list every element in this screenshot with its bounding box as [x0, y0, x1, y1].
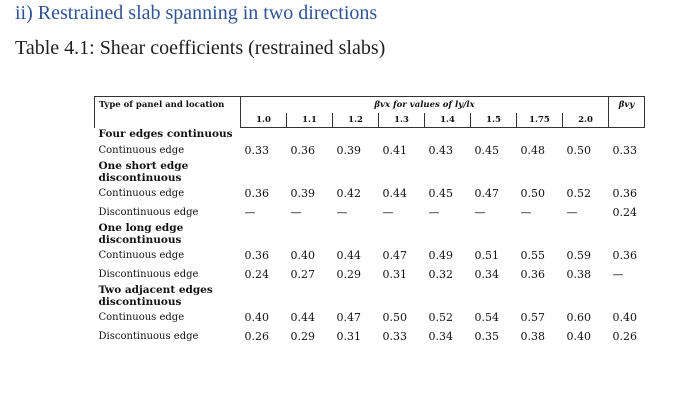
spacer-cell	[379, 160, 425, 184]
ratio-header-cell: 2.0	[563, 113, 609, 128]
spacer-cell	[425, 222, 471, 246]
bvx-value-cell: 0.52	[566, 187, 591, 200]
spacer-cell	[563, 160, 609, 184]
bvx-value-cell: 0.60	[566, 311, 591, 324]
ratio-header-cell: 1.4	[425, 113, 471, 128]
ratio-header-cell: 1.3	[379, 113, 425, 128]
bvx-value-cell: 0.31	[336, 330, 361, 343]
bvx-value-cell: 0.29	[336, 268, 361, 281]
bvy-value-cell: 0.36	[612, 187, 637, 200]
spacer-cell	[241, 160, 287, 184]
bvy-ratio-blank	[609, 113, 645, 128]
bvy-value-cell: 0.24	[612, 206, 637, 219]
bvx-value-cell: 0.34	[474, 268, 499, 281]
spacer-cell	[425, 128, 471, 142]
spacer-cell	[333, 222, 379, 246]
bvx-value-cell: 0.40	[290, 249, 315, 262]
bvx-value-cell: 0.45	[428, 187, 453, 200]
bvx-value-cell: 0.40	[566, 330, 591, 343]
group-header-row	[95, 128, 645, 142]
bvx-value-cell: 0.36	[520, 268, 545, 281]
spacer-cell	[241, 128, 287, 142]
spacer-cell	[517, 222, 563, 246]
edge-location-label: Discontinuous edge	[98, 331, 199, 342]
table-body	[95, 97, 645, 347]
bvx-value-cell: 0.33	[382, 330, 407, 343]
ratio-header-cell: 1.1	[287, 113, 333, 128]
table-row	[95, 246, 645, 265]
spacer-cell	[609, 284, 645, 308]
edge-location-label: Discontinuous edge	[98, 269, 199, 280]
ratio-header-cell: 1.5	[471, 113, 517, 128]
spacer-cell	[563, 222, 609, 246]
table-row	[95, 327, 645, 346]
bvx-value-cell: 0.34	[428, 330, 453, 343]
bvx-value-cell: —	[474, 206, 486, 219]
bvx-value-cell: 0.44	[290, 311, 315, 324]
edge-location-label: Continuous edge	[98, 188, 185, 199]
spacer-cell	[287, 128, 333, 142]
edge-location-label: Continuous edge	[98, 145, 185, 156]
spacer-cell	[471, 222, 517, 246]
bvx-value-cell: 0.54	[474, 311, 499, 324]
spacer-cell	[241, 222, 287, 246]
spacer-cell	[287, 222, 333, 246]
group-label: One short edge discontinuous	[98, 160, 189, 184]
bvx-value-cell: 0.29	[290, 330, 315, 343]
table-row	[95, 308, 645, 327]
bvx-value-cell: 0.32	[428, 268, 453, 281]
bvx-value-cell: 0.41	[382, 144, 407, 157]
bvx-value-cell: 0.49	[428, 249, 453, 262]
bvx-value-cell: 0.33	[244, 144, 269, 157]
spacer-cell	[379, 128, 425, 142]
bvx-value-cell: 0.36	[244, 249, 269, 262]
table-row	[95, 265, 645, 284]
bvx-value-cell: —	[244, 206, 256, 219]
group-label: Two adjacent edges discontinuous	[98, 284, 213, 308]
edge-location-label: Continuous edge	[98, 250, 185, 261]
bvx-value-cell: 0.39	[290, 187, 315, 200]
bvx-value-cell: 0.44	[336, 249, 361, 262]
bvx-value-cell: 0.55	[520, 249, 545, 262]
bvy-header: βvy	[609, 97, 645, 114]
group-header-row	[95, 160, 645, 184]
ratio-header-cell: 1.2	[333, 113, 379, 128]
bvy-value-cell: 0.40	[612, 311, 637, 324]
spacer-cell	[471, 128, 517, 142]
group-label: One long edge discontinuous	[98, 222, 184, 246]
bvx-value-cell: 0.36	[244, 187, 269, 200]
bvx-value-cell: —	[428, 206, 440, 219]
bvy-value-cell: 0.33	[612, 144, 637, 157]
header-row	[95, 97, 645, 114]
bvx-header: βvx for values of ly/lx	[241, 97, 609, 114]
table-row	[95, 184, 645, 203]
type-header: Type of panel and location	[95, 97, 241, 128]
bvx-value-cell: 0.48	[520, 144, 545, 157]
spacer-cell	[379, 222, 425, 246]
bvx-value-cell: 0.27	[290, 268, 315, 281]
shear-coefficients-table	[94, 96, 645, 346]
bvx-value-cell: 0.51	[474, 249, 499, 262]
edge-location-label: Discontinuous edge	[98, 207, 199, 218]
bvy-value-cell: 0.26	[612, 330, 637, 343]
group-header-row	[95, 222, 645, 246]
bvy-value-cell: —	[612, 268, 624, 281]
bvy-value-cell: 0.36	[612, 249, 637, 262]
bvx-value-cell: 0.24	[244, 268, 269, 281]
bvx-value-cell: —	[520, 206, 532, 219]
spacer-cell	[517, 284, 563, 308]
bvx-value-cell: 0.47	[336, 311, 361, 324]
bvx-value-cell: 0.50	[382, 311, 407, 324]
table-row	[95, 203, 645, 222]
bvx-value-cell: 0.42	[336, 187, 361, 200]
spacer-cell	[563, 284, 609, 308]
bvx-value-cell: 0.50	[520, 187, 545, 200]
bvx-value-cell: 0.31	[382, 268, 407, 281]
spacer-cell	[333, 160, 379, 184]
spacer-cell	[241, 284, 287, 308]
bvx-value-cell: 0.38	[566, 268, 591, 281]
spacer-cell	[333, 128, 379, 142]
bvx-value-cell: —	[566, 206, 578, 219]
spacer-cell	[563, 128, 609, 142]
spacer-cell	[425, 284, 471, 308]
group-label: Four edges continuous	[98, 128, 233, 141]
spacer-cell	[379, 284, 425, 308]
spacer-cell	[471, 284, 517, 308]
bvx-value-cell: 0.43	[428, 144, 453, 157]
bvx-value-cell: 0.35	[474, 330, 499, 343]
bvx-value-cell: —	[290, 206, 302, 219]
spacer-cell	[609, 128, 645, 142]
spacer-cell	[471, 160, 517, 184]
spacer-cell	[609, 160, 645, 184]
bvx-value-cell: 0.57	[520, 311, 545, 324]
ratio-header-cell: 1.0	[241, 113, 287, 128]
spacer-cell	[333, 284, 379, 308]
bvx-value-cell: 0.45	[474, 144, 499, 157]
ratio-header-cell: 1.75	[517, 113, 563, 128]
bvx-value-cell: 0.38	[520, 330, 545, 343]
bvx-value-cell: 0.26	[244, 330, 269, 343]
bvx-value-cell: —	[382, 206, 394, 219]
bvx-value-cell: 0.47	[474, 187, 499, 200]
spacer-cell	[609, 222, 645, 246]
table-row	[95, 141, 645, 160]
bvx-value-cell: —	[336, 206, 348, 219]
bvx-value-cell: 0.39	[336, 144, 361, 157]
spacer-cell	[287, 160, 333, 184]
table-caption: Table 4.1: Shear coefficients (restrained slabs)	[15, 37, 386, 59]
spacer-cell	[517, 160, 563, 184]
bvx-value-cell: 0.36	[290, 144, 315, 157]
group-header-row	[95, 284, 645, 308]
bvx-value-cell: 0.59	[566, 249, 591, 262]
spacer-cell	[517, 128, 563, 142]
bvx-value-cell: 0.52	[428, 311, 453, 324]
bvx-value-cell: 0.50	[566, 144, 591, 157]
bvx-value-cell: 0.44	[382, 187, 407, 200]
edge-location-label: Continuous edge	[98, 312, 185, 323]
spacer-cell	[287, 284, 333, 308]
bvx-value-cell: 0.47	[382, 249, 407, 262]
bvx-value-cell: 0.40	[244, 311, 269, 324]
spacer-cell	[425, 160, 471, 184]
section-heading: ii) Restrained slab spanning in two directions	[15, 2, 378, 24]
